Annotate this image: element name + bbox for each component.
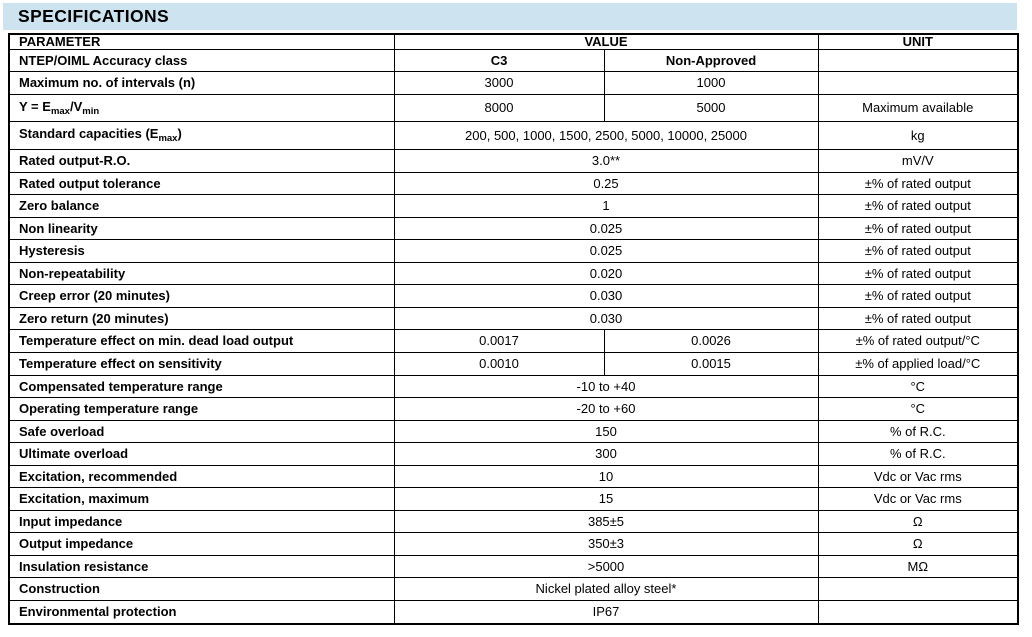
unit-cell: ±% of rated output xyxy=(818,240,1018,263)
unit-cell: ±% of rated output xyxy=(818,195,1018,218)
param-cell: Hysteresis xyxy=(9,240,394,263)
value-cell: 0.030 xyxy=(394,307,818,330)
param-cell: Excitation, maximum xyxy=(9,488,394,511)
param-cell: Environmental protection xyxy=(9,601,394,624)
specifications-table xyxy=(8,33,1019,625)
unit-cell: % of R.C. xyxy=(818,443,1018,466)
param-cell: Output impedance xyxy=(9,533,394,556)
value-cell: 0.020 xyxy=(394,262,818,285)
table-row xyxy=(9,353,1018,376)
unit-cell: ±% of applied load/°C xyxy=(818,353,1018,376)
table-row xyxy=(9,555,1018,578)
param-cell: NTEP/OIML Accuracy class xyxy=(9,49,394,72)
table-row xyxy=(9,94,1018,122)
param-cell: Temperature effect on sensitivity xyxy=(9,353,394,376)
value-cell: C3 xyxy=(394,49,604,72)
table-row xyxy=(9,72,1018,95)
unit-cell: °C xyxy=(818,398,1018,421)
value-cell: 10 xyxy=(394,465,818,488)
table-row xyxy=(9,330,1018,353)
param-cell: Rated output tolerance xyxy=(9,172,394,195)
specifications-title-bar xyxy=(3,3,1017,30)
col-header-parameter: PARAMETER xyxy=(9,34,394,49)
table-header-row xyxy=(9,34,1018,49)
unit-cell: Vdc or Vac rms xyxy=(818,465,1018,488)
table-row xyxy=(9,49,1018,72)
param-cell: $Y = E_{max}/V_{min}$ xyxy=(9,94,394,122)
value-cell: 0.25 xyxy=(394,172,818,195)
param-cell: Insulation resistance xyxy=(9,555,394,578)
table-row xyxy=(9,262,1018,285)
param-cell: Maximum no. of intervals (n) xyxy=(9,72,394,95)
value-cell: 0.025 xyxy=(394,240,818,263)
table-row xyxy=(9,443,1018,466)
unit-cell: Ω xyxy=(818,533,1018,556)
value-cell: >5000 xyxy=(394,555,818,578)
param-cell: Rated output-R.O. xyxy=(9,150,394,173)
value-cell: 0.030 xyxy=(394,285,818,308)
value-cell: 300 xyxy=(394,443,818,466)
param-cell: Safe overload xyxy=(9,420,394,443)
param-cell: Input impedance xyxy=(9,510,394,533)
param-cell: Ultimate overload xyxy=(9,443,394,466)
value-cell: 0.0017 xyxy=(394,330,604,353)
unit-cell: Ω xyxy=(818,510,1018,533)
value-cell: Non-Approved xyxy=(604,49,818,72)
table-row xyxy=(9,150,1018,173)
value-cell: 0.0026 xyxy=(604,330,818,353)
value-cell: -10 to +40 xyxy=(394,375,818,398)
param-cell: Zero balance xyxy=(9,195,394,218)
unit-cell xyxy=(818,72,1018,95)
unit-cell: °C xyxy=(818,375,1018,398)
table-row xyxy=(9,172,1018,195)
unit-cell: mV/V xyxy=(818,150,1018,173)
table-row xyxy=(9,533,1018,556)
value-cell: -20 to +60 xyxy=(394,398,818,421)
unit-cell: kg xyxy=(818,122,1018,150)
param-cell: Zero return (20 minutes) xyxy=(9,307,394,330)
table-row xyxy=(9,601,1018,624)
unit-cell: Vdc or Vac rms xyxy=(818,488,1018,511)
unit-cell xyxy=(818,601,1018,624)
table-row xyxy=(9,398,1018,421)
param-cell: Operating temperature range xyxy=(9,398,394,421)
unit-cell: ±% of rated output xyxy=(818,217,1018,240)
table-row xyxy=(9,285,1018,308)
param-cell: Excitation, recommended xyxy=(9,465,394,488)
value-cell: IP67 xyxy=(394,601,818,624)
unit-cell: ±% of rated output xyxy=(818,262,1018,285)
value-cell: 350±3 xyxy=(394,533,818,556)
table-row xyxy=(9,578,1018,601)
value-cell: 3000 xyxy=(394,72,604,95)
param-cell: Compensated temperature range xyxy=(9,375,394,398)
unit-cell: % of R.C. xyxy=(818,420,1018,443)
value-cell: 8000 xyxy=(394,94,604,122)
table-row xyxy=(9,307,1018,330)
value-cell: 0.0010 xyxy=(394,353,604,376)
table-row xyxy=(9,510,1018,533)
table-row xyxy=(9,420,1018,443)
col-header-value: VALUE xyxy=(394,34,818,49)
unit-cell: ±% of rated output/°C xyxy=(818,330,1018,353)
value-cell: 5000 xyxy=(604,94,818,122)
value-cell: 1000 xyxy=(604,72,818,95)
unit-cell: ±% of rated output xyxy=(818,307,1018,330)
value-cell: 150 xyxy=(394,420,818,443)
unit-cell xyxy=(818,578,1018,601)
param-cell: Temperature effect on min. dead load output xyxy=(9,330,394,353)
table-row xyxy=(9,375,1018,398)
table-row xyxy=(9,122,1018,150)
value-cell: 0.0015 xyxy=(604,353,818,376)
unit-cell: Maximum available xyxy=(818,94,1018,122)
value-cell: Nickel plated alloy steel* xyxy=(394,578,818,601)
unit-cell: MΩ xyxy=(818,555,1018,578)
table-row xyxy=(9,488,1018,511)
param-cell: Standard capacities $(E_{max})$ xyxy=(9,122,394,150)
table-row xyxy=(9,217,1018,240)
value-cell: 200, 500, 1000, 1500, 2500, 5000, 10000, 25000 xyxy=(394,122,818,150)
value-cell: 3.0** xyxy=(394,150,818,173)
unit-cell: ±% of rated output xyxy=(818,172,1018,195)
param-cell: Non-repeatability xyxy=(9,262,394,285)
param-cell: Construction xyxy=(9,578,394,601)
table-row xyxy=(9,465,1018,488)
unit-cell: ±% of rated output xyxy=(818,285,1018,308)
value-cell: 15 xyxy=(394,488,818,511)
table-body xyxy=(9,49,1018,624)
unit-cell xyxy=(818,49,1018,72)
value-cell: 385±5 xyxy=(394,510,818,533)
table-row xyxy=(9,195,1018,218)
value-cell: 0.025 xyxy=(394,217,818,240)
page-title: SPECIFICATIONS xyxy=(18,6,170,26)
col-header-unit: UNIT xyxy=(818,34,1018,49)
value-cell: 1 xyxy=(394,195,818,218)
param-cell: Creep error (20 minutes) xyxy=(9,285,394,308)
table-row xyxy=(9,240,1018,263)
param-cell: Non linearity xyxy=(9,217,394,240)
